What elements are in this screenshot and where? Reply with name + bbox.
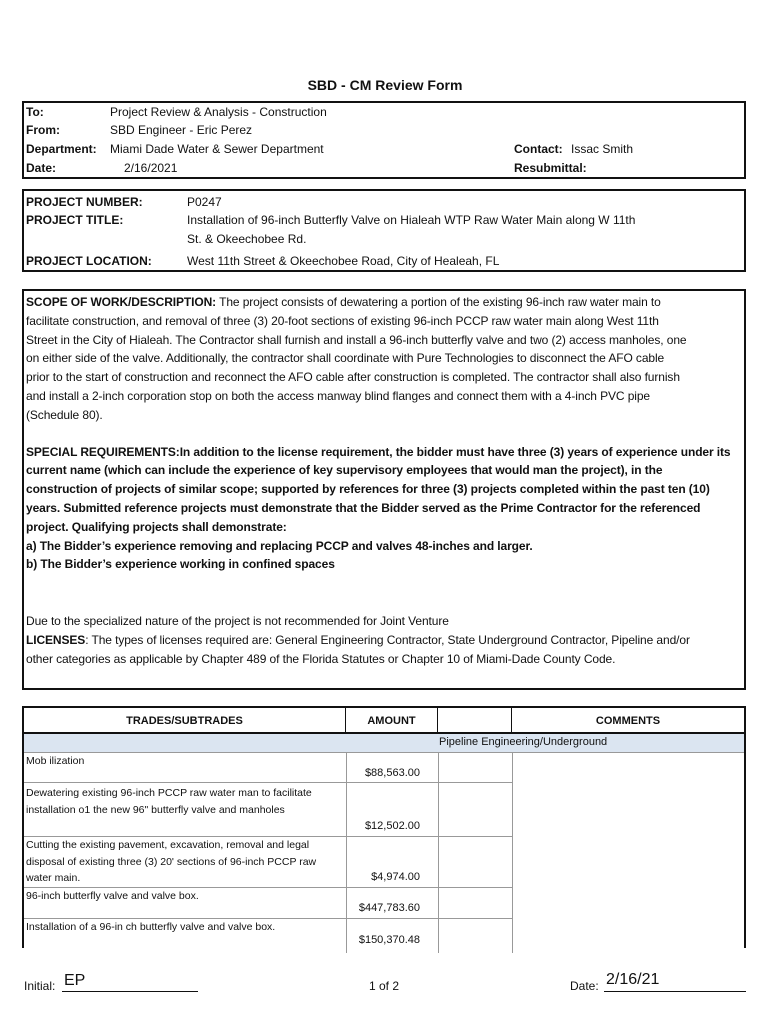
special-req-line: b) The Bidder’s experience working in confined spaces bbox=[26, 557, 335, 572]
project-number-value: P0247 bbox=[187, 195, 222, 209]
col-header-amount: AMOUNT bbox=[346, 708, 438, 734]
initial-field[interactable] bbox=[62, 972, 198, 992]
footer-date-label: Date: bbox=[570, 979, 599, 993]
amount-cell: $88,563.00 bbox=[364, 767, 420, 779]
scope-line: and install a 2-inch corporation stop on both the access manway blind flanges and connect them with a 4-inch PVC pipe bbox=[26, 388, 651, 403]
col-header-blank bbox=[438, 708, 512, 734]
table-row bbox=[24, 753, 512, 783]
special-req-line: SPECIAL REQUIREMENTS:In addition to the license requirement, the bidder must have three (3) years of experience under its bbox=[26, 444, 731, 459]
subheader-row bbox=[24, 734, 744, 753]
date-label: Date: bbox=[26, 161, 57, 175]
contact-label: Contact: bbox=[514, 142, 563, 156]
to-label: To: bbox=[26, 105, 44, 119]
project-title-line1: Installation of 96-inch Butterfly Valve on Hialeah WTP Raw Water Main along W 11th bbox=[187, 213, 636, 227]
project-number-label: PROJECT NUMBER: bbox=[26, 195, 143, 209]
scope-line: (Schedule 80). bbox=[26, 407, 103, 422]
special-req-line: project. Qualifying projects shall demonstrate: bbox=[26, 519, 287, 534]
resubmittal-label: Resubmittal: bbox=[514, 161, 587, 175]
form-title: SBD - CM Review Form bbox=[307, 77, 463, 93]
contact-value: Issac Smith bbox=[571, 142, 634, 156]
special-req-line: construction of projects of similar scope; supported by references for three (3) projects completed within the past ten (10) bbox=[26, 482, 710, 497]
footer-date-value: 2/16/21 bbox=[606, 971, 660, 988]
date-value: 2/16/2021 bbox=[124, 161, 178, 175]
joint-venture-note: Due to the specialized nature of the project is not recommended for Joint Venture bbox=[26, 614, 449, 629]
trade-cell: Mob ilization bbox=[26, 755, 85, 767]
scope-line: SCOPE OF WORK/DESCRIPTION: The project consists of dewatering a portion of the existing 96-inch raw water main to bbox=[26, 295, 661, 309]
project-location-value: West 11th Street & Okeechobee Road, City of Healeah, FL bbox=[187, 254, 500, 268]
trade-cell: Dewatering existing 96-inch PCCP raw water man to facilitate installation o1 the new 96" butterfly valve and manholes bbox=[26, 787, 312, 816]
table-row bbox=[24, 783, 512, 837]
col-header-trades: TRADES/SUBTRADES bbox=[24, 708, 346, 734]
scope-line: facilitate construction, and removal of three (3) 20-foot sections of existing 96-inch PCCP raw water main along West 11th bbox=[26, 313, 659, 328]
amount-cell: $447,783.60 bbox=[358, 902, 420, 914]
subheader-label: Pipeline Engineering/Underground bbox=[439, 736, 608, 748]
scope-line: Street in the City of Hialeah. The Contractor shall furnish and install a 96-inch butterfly valve and two (2) access manholes, one bbox=[26, 332, 687, 347]
department-label: Department: bbox=[26, 142, 97, 156]
header-box bbox=[22, 101, 746, 179]
amount-cell: $4,974.00 bbox=[371, 871, 420, 883]
trade-cell: Cutting the existing pavement, excavation, removal and legal disposal of existing three (3) 20' sections of 96-inch PCCP raw water main. bbox=[26, 839, 317, 884]
from-value: SBD Engineer - Eric Perez bbox=[110, 123, 253, 137]
table-row bbox=[24, 919, 512, 950]
page-number: 1 of 2 bbox=[369, 979, 400, 993]
to-value: Project Review & Analysis - Construction bbox=[110, 105, 327, 119]
initial-label: Initial: bbox=[24, 979, 56, 993]
project-title-label: PROJECT TITLE: bbox=[26, 213, 124, 227]
scope-label: SCOPE OF WORK/DESCRIPTION: bbox=[26, 295, 217, 309]
licenses-label: LICENSES bbox=[26, 632, 86, 647]
project-title-line2: St. & Okeechobee Rd. bbox=[187, 232, 307, 246]
amount-cell: $12,502.00 bbox=[364, 820, 420, 832]
amount-cell: $150,370.48 bbox=[358, 934, 420, 946]
special-req-line: current name (which can include the experience of key supervisory employees that would man the project), in the bbox=[26, 463, 663, 478]
scope-line: prior to the start of construction and reconnect the AFO cable after construction is completed. The contractor shall also furnish bbox=[26, 370, 680, 385]
table-row bbox=[24, 888, 512, 919]
trade-cell: Installation of a 96-in ch butterfly valve and valve box. bbox=[26, 921, 276, 933]
table-row bbox=[24, 837, 512, 888]
special-req-line: years. Submitted reference projects must demonstrate that the Bidder served as the Prime Contractor for the referenced bbox=[26, 500, 701, 515]
trade-cell: 96-inch butterfly valve and valve box. bbox=[26, 890, 199, 902]
initial-value: EP bbox=[64, 972, 86, 989]
scope-box bbox=[22, 289, 746, 690]
from-label: From: bbox=[26, 123, 60, 137]
scope-line: on either side of the valve. Additionally, the contractor shall coordinate with Pure Technologies to disconnect the AFO cable bbox=[26, 351, 665, 366]
project-box bbox=[22, 189, 746, 272]
trades-table bbox=[22, 706, 746, 948]
licenses-line: other categories as applicable by Chapter 489 of the Florida Statutes or Chapter 10 of Miami-Dade County Code. bbox=[26, 651, 616, 666]
special-req-line: a) The Bidder’s experience removing and replacing PCCP and valves 48-inches and larger. bbox=[26, 538, 533, 553]
department-value: Miami Dade Water & Sewer Department bbox=[110, 142, 324, 156]
licenses-line: LICENSES: The types of licenses required are: General Engineering Contractor, State Underground Contractor, Pipeline and/or bbox=[26, 632, 690, 647]
footer-date-field[interactable] bbox=[604, 971, 746, 992]
project-location-label: PROJECT LOCATION: bbox=[26, 254, 152, 268]
col-header-comments: COMMENTS bbox=[512, 708, 744, 734]
